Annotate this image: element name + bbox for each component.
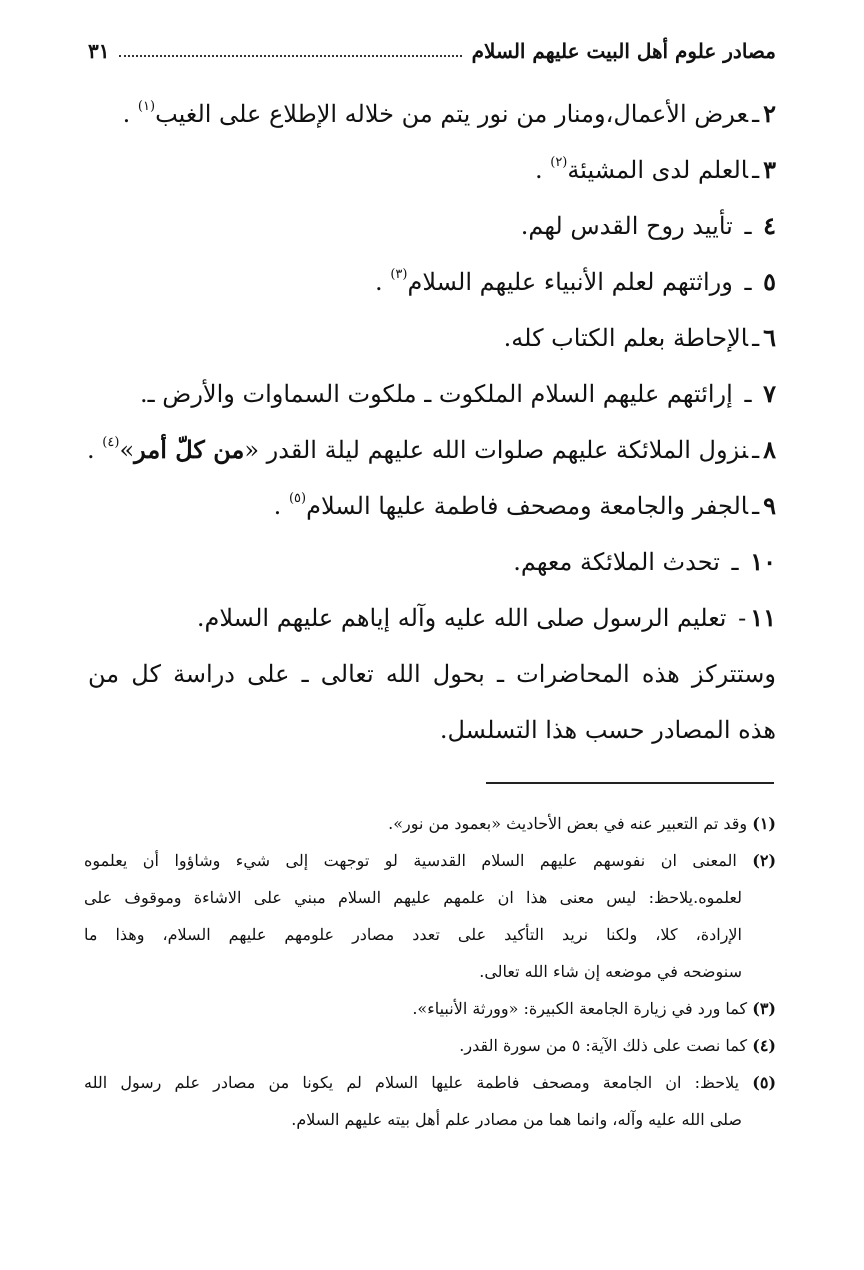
footnotes	[84, 805, 776, 1138]
item-number: ٧	[763, 379, 776, 408]
item-text: تأييد روح القدس لهم.	[520, 212, 733, 240]
footnote-mark: (٥)	[752, 1073, 777, 1092]
footnote-ref[interactable]: (٤)	[102, 435, 120, 450]
list-item-6: ٦ـالإحاطة بعلم الكتاب كله.	[503, 323, 776, 352]
footnote-mark: (١)	[752, 814, 776, 833]
footnote-text: كما ورد في زيارة الجامعة الكبيرة: «وورثة الأنبياء».	[412, 999, 748, 1018]
item-number: ١١	[750, 603, 776, 632]
running-header	[88, 34, 776, 68]
footnote-text: صلى الله عليه وآله، وانما هما من مصادر علم أهل بيته عليهم السلام.	[291, 1110, 742, 1129]
footnote-ref[interactable]: (١)	[137, 99, 156, 114]
item-number: ٥	[763, 267, 776, 296]
footnote-text: الإرادة، كلا، ولكنا نريد التأكيد على تعدد مصادر علومهم عليهم السلام، وهذا ما	[84, 925, 742, 944]
footnote-mark: (٤)	[752, 1036, 776, 1055]
footnote-text: كما نصت على ذلك الآية: ٥ من سورة القدر.	[459, 1036, 748, 1055]
footnote-text: يلاحظ: ان الجامعة ومصحف فاطمة عليها السلام لم يكونا من مصادر علم رسول الله	[84, 1073, 740, 1092]
list-item-11: ١١- تعليم الرسول صلى الله عليه وآله إياهم عليهم السلام.	[196, 603, 776, 632]
list-item-8: ٨ـنزول الملائكة عليهم صلوات الله عليهم ليلة القدر «من كلّ أمر»$^{(٤)}$ .	[87, 435, 776, 464]
item-text: العلم لدى المشيئة	[567, 156, 749, 184]
footnote-text: سنوضحه في موضعه إن شاء الله تعالى.	[479, 962, 742, 981]
list-item-3: ٣ـالعلم لدى المشيئة$^{(٢)}$ .	[534, 155, 776, 184]
footnote-3	[84, 990, 776, 1027]
item-number: ٢	[763, 99, 776, 128]
item-number: ٦	[763, 323, 776, 352]
footnote-ref[interactable]: (٣)	[390, 267, 408, 282]
footnote-mark: (٣)	[752, 999, 776, 1018]
list-item-2: ٢ـعرض الأعمال،ومنار من نور يتم من خلاله الإطلاع على الغيب$^{(١)}$ .	[122, 99, 776, 128]
footnote-text: المعنى ان نفوسهم عليهم السلام القدسية لو توجهت إلى شيء وشاؤوا أن يعلموه	[84, 851, 737, 870]
item-number: ٣	[763, 155, 776, 184]
list-item-4: ٤ ـ تأييد روح القدس لهم.	[520, 211, 776, 240]
item-number: ٩	[763, 491, 776, 520]
list-item-7: ٧ ـ إرائتهم عليهم السلام الملكوت ـ ملكوت السماوات والأرض ـ.	[140, 379, 776, 408]
footnote-ref[interactable]: (٥)	[288, 491, 307, 506]
paragraph-line: هذه المصادر حسب هذا التسلسل.	[439, 716, 776, 744]
item-text: الإحاطة بعلم الكتاب كله.	[503, 324, 749, 352]
item-text: تحدث الملائكة معهم.	[513, 548, 720, 576]
item-number: ١٠	[750, 547, 776, 576]
closing-paragraph	[88, 646, 776, 758]
header-leader-dots	[119, 55, 461, 57]
paragraph-line: وستتركز هذه المحاضرات ـ بحول الله تعالى ـ على دراسة كل من	[88, 660, 776, 688]
item-text: تعليم الرسول صلى الله عليه وآله إياهم عليهم السلام.	[196, 604, 727, 632]
footnote-4	[84, 1027, 776, 1064]
header-title: مصادر علوم أهل البيت عليهم السلام	[471, 39, 776, 63]
item-number: ٤	[763, 211, 776, 240]
list-item-10: ١٠ ـ تحدث الملائكة معهم.	[513, 547, 776, 576]
main-text	[88, 86, 776, 758]
item-text: وراثتهم لعلم الأنبياء عليهم السلام	[407, 268, 733, 296]
list-item-9: ٩ـالجفر والجامعة ومصحف فاطمة عليها السلام$^{(٥)}$ .	[273, 491, 776, 520]
footnote-separator	[486, 782, 774, 784]
footnote-text: لعلموه.يلاحظ: ليس معنى هذا ان علمهم عليهم السلام مبني على الاشاءة وموقوف على	[84, 888, 742, 907]
footnote-1	[84, 805, 776, 842]
page-number: ٣١	[88, 39, 110, 63]
list-item-5: ٥ ـ وراثتهم لعلم الأنبياء عليهم السلام$^{(٣)}$ .	[375, 267, 776, 296]
footnote-2	[84, 842, 776, 990]
footnote-text: وقد تم التعبير عنه في بعض الأحاديث «بعمود من نور».	[388, 814, 748, 833]
footnote-5	[84, 1064, 776, 1138]
quoted-phrase: من كلّ أمر	[134, 435, 245, 464]
footnote-mark: (٢)	[752, 851, 777, 870]
item-text: نزول الملائكة عليهم صلوات الله عليهم ليلة القدر «	[244, 436, 749, 464]
item-text: إرائتهم عليهم السلام الملكوت ـ ملكوت السماوات والأرض ـ.	[140, 380, 733, 408]
item-text: عرض الأعمال،ومنار من نور يتم من خلاله الإطلاع على الغيب	[155, 100, 749, 128]
footnote-ref[interactable]: (٢)	[550, 155, 568, 170]
item-number: ٨	[763, 435, 776, 464]
item-text: الجفر والجامعة ومصحف فاطمة عليها السلام	[306, 492, 749, 520]
